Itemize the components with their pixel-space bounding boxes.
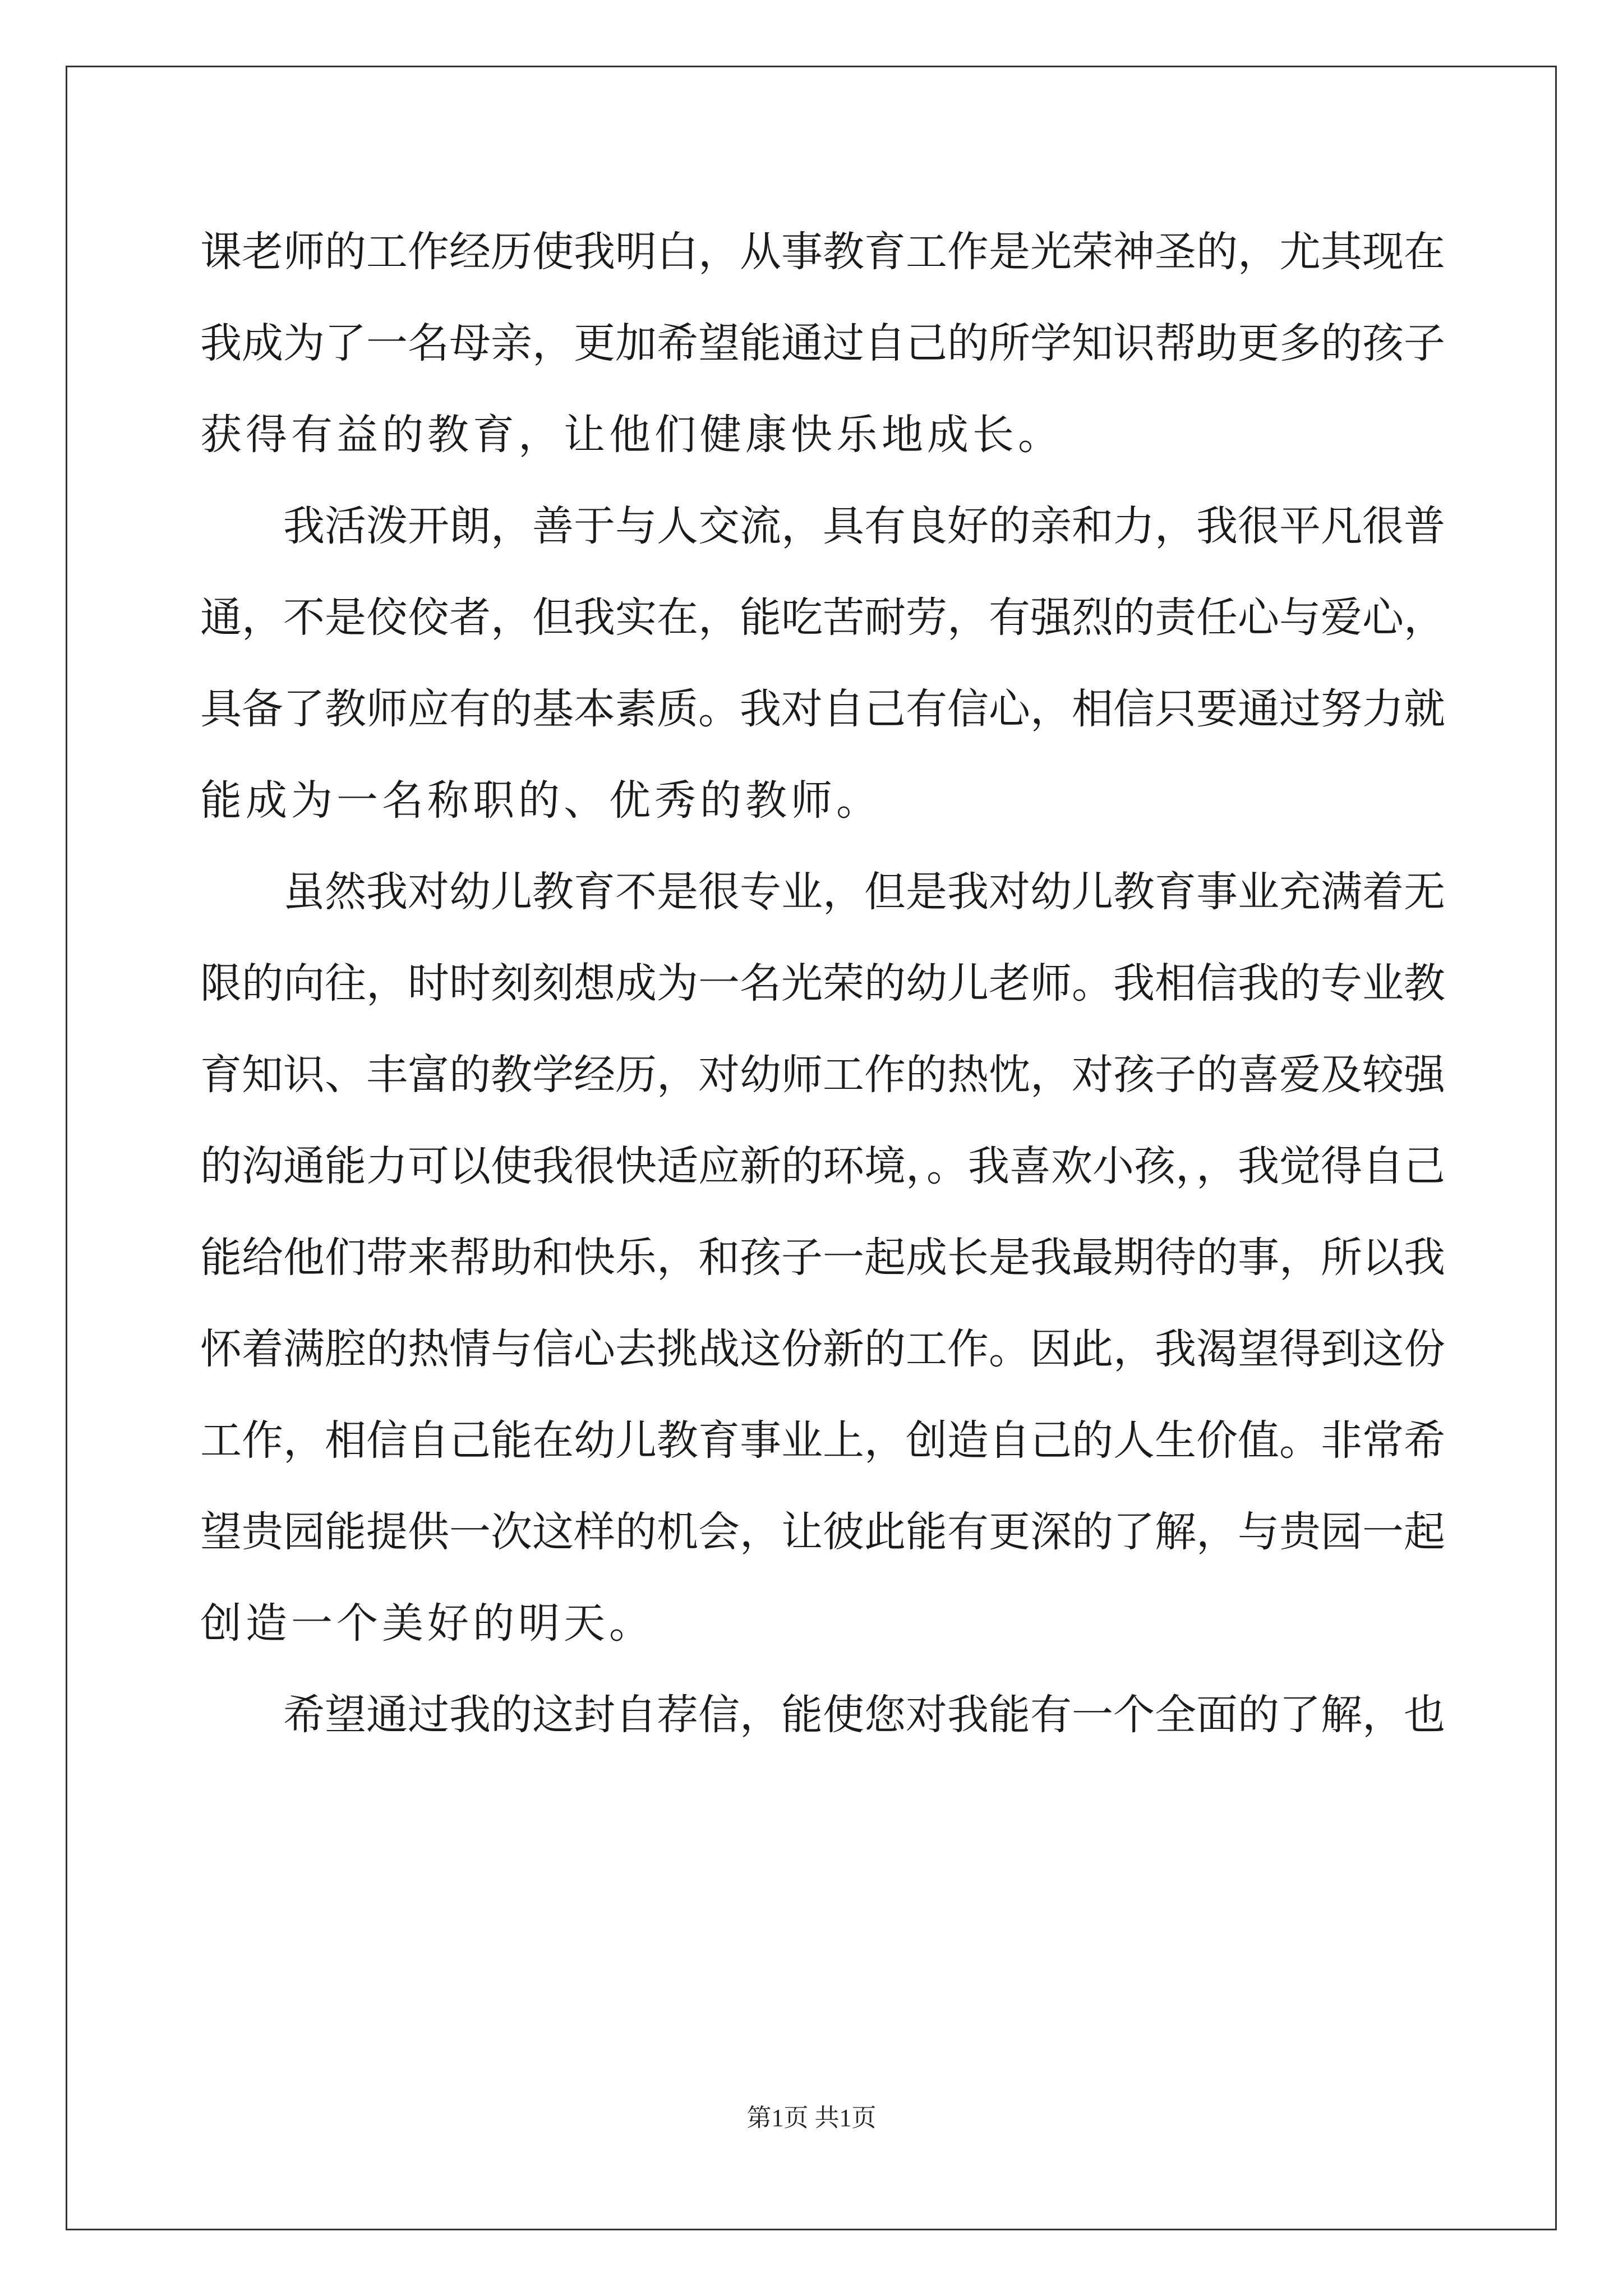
text-line: 通，不是佼佼者，但我实在，能吃苦耐劳，有强烈的责任心与爱心， [200, 593, 1445, 642]
text-line: 我成为了一名母亲，更加希望能通过自己的所学知识帮助更多的孩子 [200, 319, 1445, 367]
text-line: 望贵园能提供一次这样的机会，让彼此能有更深的了解，与贵园一起 [200, 1508, 1445, 1556]
text-line: 的沟通能力可以使我很快适应新的环境，。我喜欢小孩，，我觉得自己 [200, 1142, 1445, 1190]
text-line: 怀着满腔的热情与信心去挑战这份新的工作。因此，我渴望得到这份 [200, 1325, 1445, 1373]
text-line: 获得有益的教育，让他们健康快乐地成长。 [200, 411, 1063, 459]
text-line: 工作，相信自己能在幼儿教育事业上，创造自己的人生价值。非常希 [200, 1416, 1445, 1465]
text-line: 课老师的工作经历使我明白，从事教育工作是光荣神圣的，尤其现在 [200, 228, 1445, 276]
text-line: 能给他们带来帮助和快乐，和孩子一起成长是我最期待的事，所以我 [200, 1234, 1445, 1282]
text-line: 我活泼开朗，善于与人交流，具有良好的亲和力，我很平凡很普 [283, 502, 1445, 550]
document-body [200, 206, 1445, 1761]
text-line: 限的向往，时时刻刻想成为一名光荣的幼儿老师。我相信我的专业教 [200, 959, 1445, 1007]
text-line: 具备了教师应有的基本素质。我对自己有信心，相信只要通过努力就 [200, 685, 1445, 733]
text-line: 创造一个美好的明天。 [200, 1599, 654, 1648]
text-line: 希望通过我的这封自荐信，能使您对我能有一个全面的了解，也 [283, 1691, 1445, 1739]
text-line: 育知识、丰富的教学经历，对幼师工作的热忱，对孩子的喜爱及较强 [200, 1051, 1445, 1099]
text-line: 虽然我对幼儿教育不是很专业，但是我对幼儿教育事业充满着无 [283, 868, 1445, 916]
page-footer [0, 2101, 1623, 2135]
page-number-label: 第1页 共1页 [746, 2104, 877, 2132]
text-line: 能成为一名称职的、优秀的教师。 [200, 776, 882, 825]
